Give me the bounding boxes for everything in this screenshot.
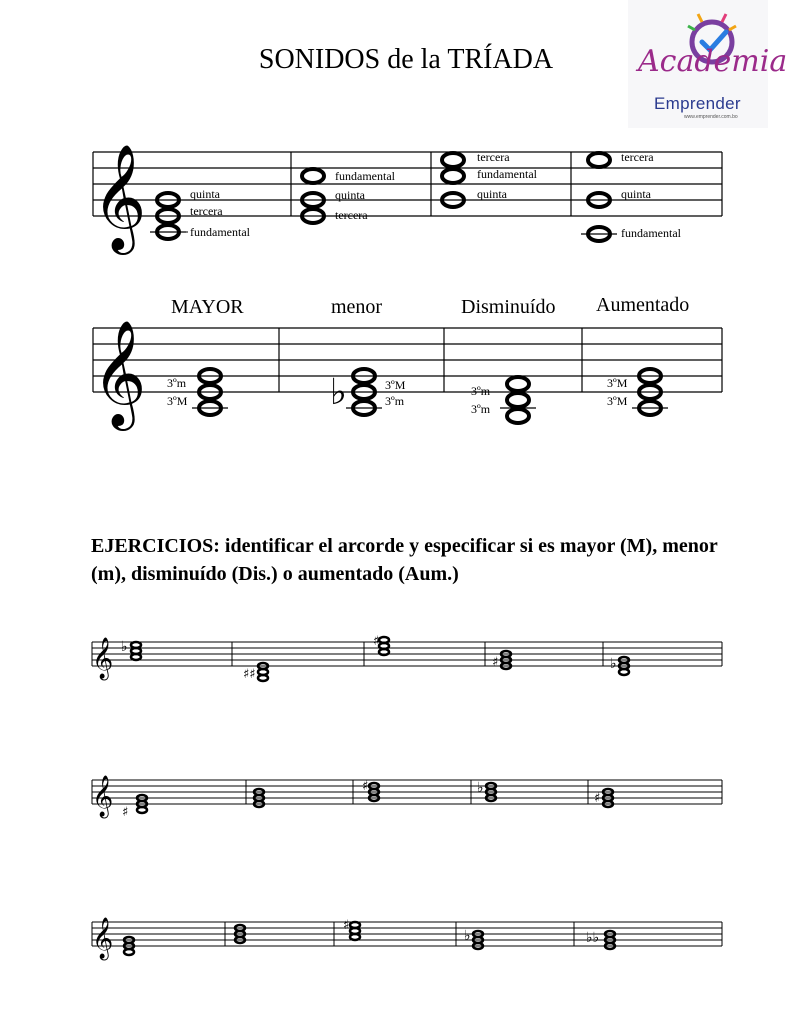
interval-label: 3ºm bbox=[471, 384, 491, 398]
exercise-row-3 bbox=[92, 917, 722, 960]
interval-label: 3ºM bbox=[607, 394, 628, 408]
treble-clef: 𝄞 bbox=[92, 918, 114, 959]
sharp-icon: ♯ bbox=[492, 655, 499, 670]
treble-clef: 𝄞 bbox=[92, 776, 114, 817]
sharp-icon: ♯ bbox=[373, 634, 380, 649]
label-tercera: tercera bbox=[190, 204, 223, 218]
flat-icon: ♭♭ bbox=[586, 930, 600, 946]
label-fundamental: fundamental bbox=[190, 225, 250, 239]
label-tercera: tercera bbox=[621, 150, 654, 164]
page-title: SONIDOS de la TRÍADA bbox=[258, 44, 554, 75]
sharp-icon: ♯ bbox=[122, 805, 129, 820]
interval-label: 3ºm bbox=[167, 376, 187, 390]
label-quinta: quinta bbox=[621, 187, 651, 201]
interval-label: 3ºm bbox=[471, 402, 491, 416]
sharp-icon: ♯♯ bbox=[243, 667, 256, 682]
staff-lines bbox=[92, 922, 722, 946]
treble-clef: 𝄞 bbox=[92, 638, 114, 679]
label-tercera: tercera bbox=[477, 150, 510, 164]
interval-label: 3ºm bbox=[385, 394, 405, 408]
interval-label: 3ºM bbox=[385, 378, 406, 392]
treble-clef: 𝄞 bbox=[92, 143, 147, 250]
treble-clef: 𝄞 bbox=[92, 319, 147, 426]
quality-aumentado: Aumentado bbox=[596, 294, 690, 316]
exercise-chord bbox=[131, 642, 141, 660]
label-quinta: quinta bbox=[335, 188, 365, 202]
exercise-row-1 bbox=[92, 634, 722, 682]
label-fundamental: fundamental bbox=[477, 167, 537, 181]
sharp-icon: ♯ bbox=[594, 791, 601, 806]
exercise-row-2 bbox=[92, 775, 722, 820]
label-tercera: tercera bbox=[335, 208, 368, 222]
exercises-heading: EJERCICIOS: identificar el arcorde y especificar si es mayor (M), menor (m), disminuído (Dis.) o aumentado (Aum.) bbox=[91, 535, 718, 585]
quality-disminuido: Disminuído bbox=[461, 296, 556, 318]
staff-lines bbox=[92, 780, 722, 804]
label-fundamental: fundamental bbox=[621, 226, 681, 240]
interval-label: 3ºM bbox=[167, 394, 188, 408]
label-quinta: quinta bbox=[477, 187, 507, 201]
logo-url-text: www.emprender.com.bo bbox=[684, 114, 738, 120]
flat-icon: ♭ bbox=[610, 656, 617, 672]
flat-icon: ♭ bbox=[477, 780, 484, 796]
quality-menor: menor bbox=[331, 296, 383, 318]
flat-icon: ♭ bbox=[464, 928, 471, 944]
quality-mayor: MAYOR bbox=[171, 296, 244, 318]
flat-icon: ♭ bbox=[121, 639, 128, 655]
label-fundamental: fundamental bbox=[335, 169, 395, 183]
exercise-chord bbox=[350, 922, 360, 940]
sharp-icon: ♯ bbox=[362, 779, 369, 794]
logo-academia-text: Academia bbox=[638, 44, 788, 79]
label-quinta: quinta bbox=[190, 187, 220, 201]
sharp-icon: ♯ bbox=[343, 918, 350, 933]
logo-emprender-text: Emprender bbox=[654, 94, 741, 113]
flat-icon: ♭ bbox=[330, 372, 347, 413]
exercise-chord bbox=[379, 637, 389, 655]
interval-label: 3ºM bbox=[607, 376, 628, 390]
